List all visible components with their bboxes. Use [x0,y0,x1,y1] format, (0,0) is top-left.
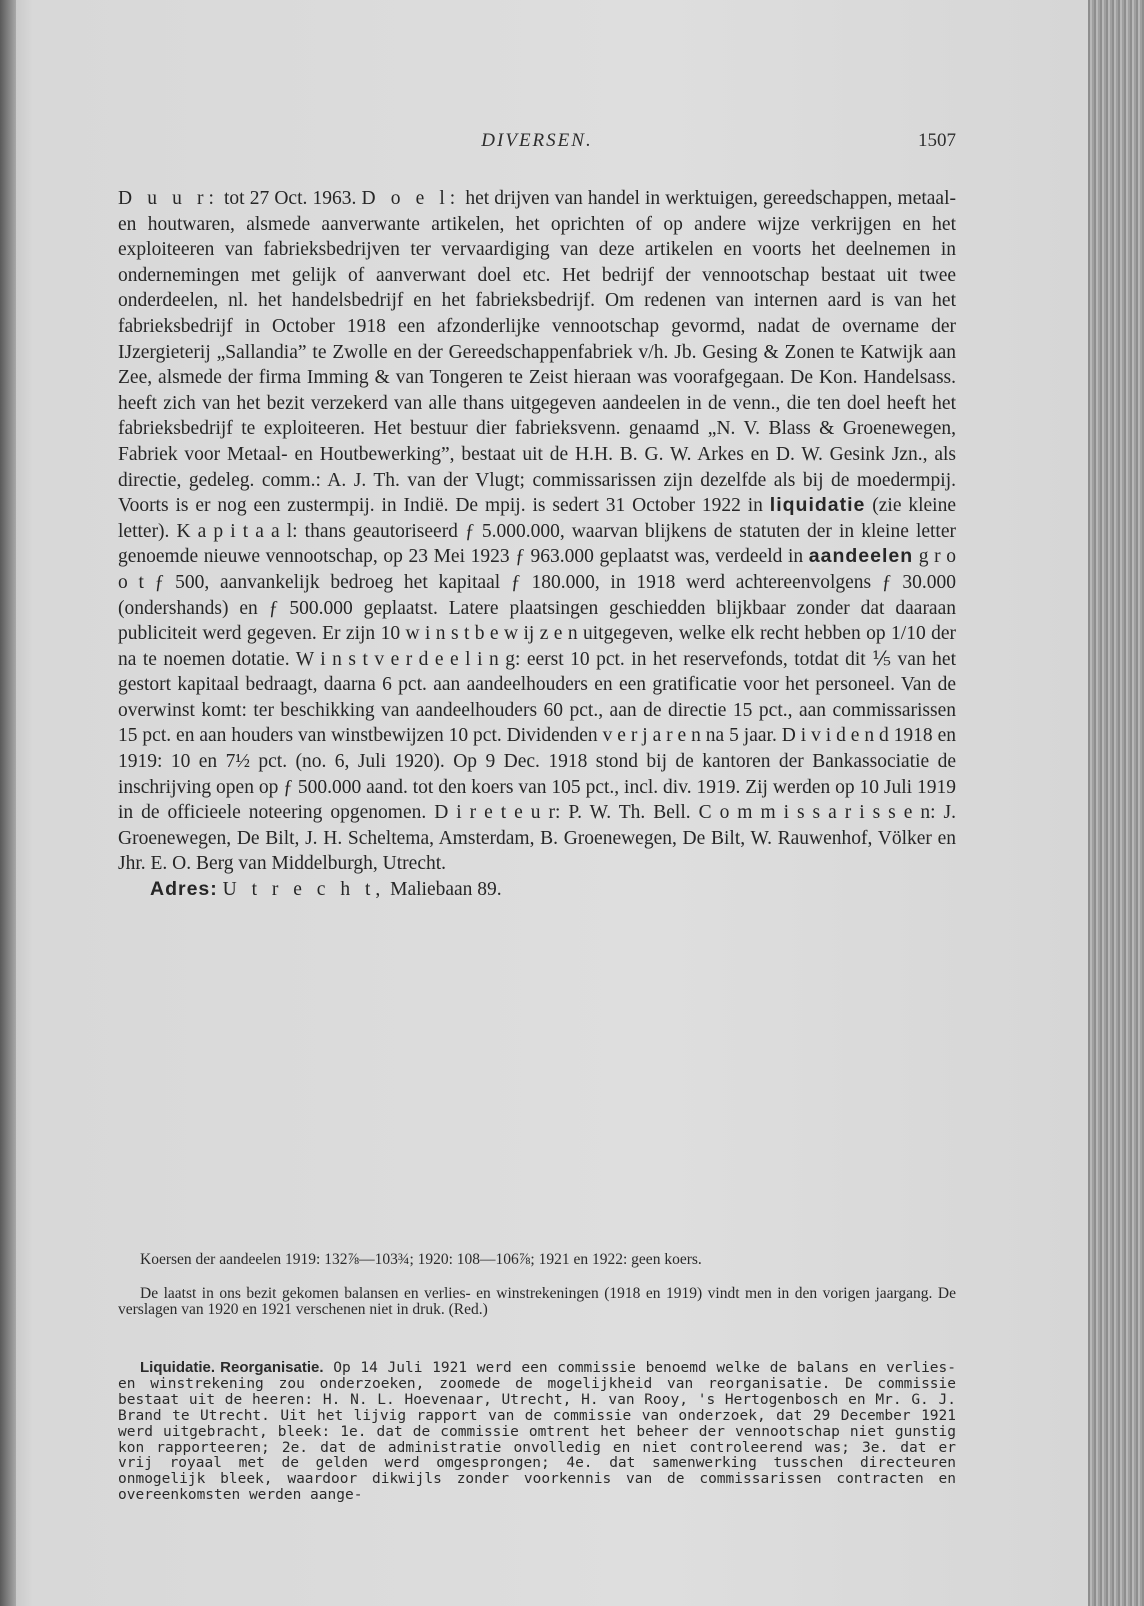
entry-text: P. W. Th. Bell. [560,802,699,824]
page-header [118,130,956,160]
entry-text: (zie kleine letter). [118,495,956,542]
liquidatie-heading: Liquidatie. Reorganisatie. [140,1359,324,1376]
doel-label: D o e l: [361,188,461,209]
liquidatie-paragraph [118,1360,956,1504]
verjaren-label: v e r j a r e n [602,725,701,747]
address-line [118,877,956,903]
entry-text: 1918 en 1919: 10 en 7½ pct. (no. 6, Juli 1920). Op 9 Dec. 1918 stond bij de kantoren der Bankassociatie de inschrijving open op ƒ 500.000 aand. tot den koers van 105 pct., incl. div. 1919. Zij werden op 10 Juli 1919 in de officieele noteering opgenomen. [118,725,957,824]
liquidatie-label: liquidatie [769,494,866,517]
liquidatie-text: Op 14 Juli 1921 werd een commissie benoemd welke de balans en verlies- en winstrekening zou onderzoeken, zoomede de mogelijkheid van reorganisatie. De commissie bestaat uit de heeren: H. N. L. Hoevenaar, Utrecht, H. van Rooy, 's Hertogenbosch en Mr. G. J. Brand te Utrecht. Uit het lijvig rapport van de commissie van onderzoek, dat 29 December 1921 werd uitgebracht, bleek: 1e. dat de commissie omtrent het beheer der vennootschap niet gunstig kon rapporteeren; 2e. dat de administratie onvolledig en niet controleerend was; 3e. dat er vrij royaal met de gelden werd omgesprongen; 4e. dat samenwerking tusschen directeuren onmogelijk bleek, waardoor dikwijls zonder voorkennis van de commissarissen contracten en overeenkomsten werden aange- [118,1360,956,1504]
editorial-note [118,1286,956,1319]
book-binding [0,0,16,1606]
koersen-text: Koersen der aandeelen 1919: 132⅞—103¾; 1920: 108—106⅞; 1921 en 1922: geen koers. [140,1251,702,1268]
company-entry [118,186,956,903]
duur-label: D u u r: [118,188,219,209]
liquidatie-section [118,1360,956,1504]
kapitaal-label: K a p i t a a l: [176,520,298,542]
aandeelen-label: aandeelen [808,545,914,568]
page-number: 1507 [918,130,956,151]
address-label: Adres: [150,878,218,901]
groot-label: g r o o t [118,546,956,593]
directeur-label: D i r e t e u r: [434,802,561,824]
address-street: Maliebaan 89. [385,879,502,901]
note-text: De laatst in ons bezit gekomen balansen en verlies- en winstrekeningen (1918 en 1919) vindt men in den vorigen jaargang. De verslagen van 1920 en 1921 verschenen niet in druk. (Red.) [118,1285,956,1319]
entry-text: het drijven van handel in werktuigen, gereedschappen, metaal- en houtwaren, alsmede aanverwante artikelen, het oprichten of op andere wijze verkrijgen en het exploiteeren van fabrieksbedrijven ter vervaardiging van deze artikelen en voorts het deelnemen in ondernemingen met gelijk of aanverwant doel etc. Het bedrijf der vennootschap bestaat uit twee onderdeelen, nl. het handelsbedrijf en het fabrieksbedrijf. Om redenen van internen aard is van het fabrieksbedrijf in October 1918 een afzonderlijke vennootschap gevormd, nadat de overname der IJzergieterij „Sallandia” te Zwolle en der Gereedschappenfabriek v/h. Jb. Gesing & Zonen te Katwijk aan Zee, alsmede der firma Imming & van Tongeren te Zeist hieraan was voorafgegaan. De Kon. Handelsass. heeft zich van het bezit verzekerd van alle thans uitgegeven aandeelen in de venn., die ten doel heeft het fabrieksbedrijf te exploiteeren. Het bestuur dier fabrieksvenn. genaamd „N. V. Blass & Groenewegen, Fabriek voor Metaal- en Houtbewerking”, bestaat uit de H.H. B. G. W. Arkes en D. W. Gesink Jzn., als directie, gedeleg. comm.: A. J. Th. van der Vlugt; commissarissen zijn dezelfde als bij de moedermpij. Voorts is er nog een zustermpij. in Indië. De mpij. is sedert 31 October 1922 in [118,188,956,517]
koersen-line [118,1252,956,1268]
entry-text: uitgegeven, welke elk recht hebben op 1/10 der na te noemen dotatie. [118,623,956,670]
commissarissen-label: C o m m i s s a r i s s e n: [698,802,936,824]
dividend-label: D i v i d e n d [781,725,889,747]
entry-text: na 5 jaar. [700,725,782,747]
entry-text: ƒ 500, aanvankelijk bedroeg het kapitaal ƒ 180.000, in 1918 werd achtereenvolgens ƒ 30.000 (ondershands) en ƒ 500.000 geplaatst. Latere plaatsingen geschiedden blijkbaar zonder dat daaraan publiciteit werd gegeven. Er zijn 10 [118,571,957,645]
entry-text: eerst 10 pct. in het reservefonds, totdat dit ⅕ van het gestort kapitaal bedraagt, daarna 6 pct. aan aandeelhouders en een gratificatie voor het personeel. Van de overwinst komt: ter beschikking van aandeelhouders 60 pct., aan de directie 15 pct., aan commissarissen 15 pct. en aan houders van winstbewijzen 10 pct. Dividenden [118,648,956,747]
entry-text: J. Groenewegen, De Bilt, J. H. Scheltema, Amsterdam, B. Groenewegen, De Bilt, W. Rauwenhof, Völker en Jhr. E. O. Berg van Middelburgh, Utrecht. [118,802,956,875]
entry-text: thans geautoriseerd ƒ 5.000.000, waarvan blijkens de statuten der in kleine letter genoemde nieuwe vennootschap, op 23 Mei 1923 ƒ 963.000 geplaatst was, verdeeld in [118,520,957,568]
address-city: U t r e c h t, [222,879,386,901]
running-title: DIVERSEN. [481,130,593,151]
winstverdeeling-label: W i n s t v e r d e e l i n g: [295,648,521,670]
winstbewijzen-label: w i n s t b e w ij z e n [405,623,578,645]
page-edges [1088,0,1144,1606]
entry-text: tot 27 Oct. 1963. [218,188,362,209]
entry-paragraph [118,186,956,877]
